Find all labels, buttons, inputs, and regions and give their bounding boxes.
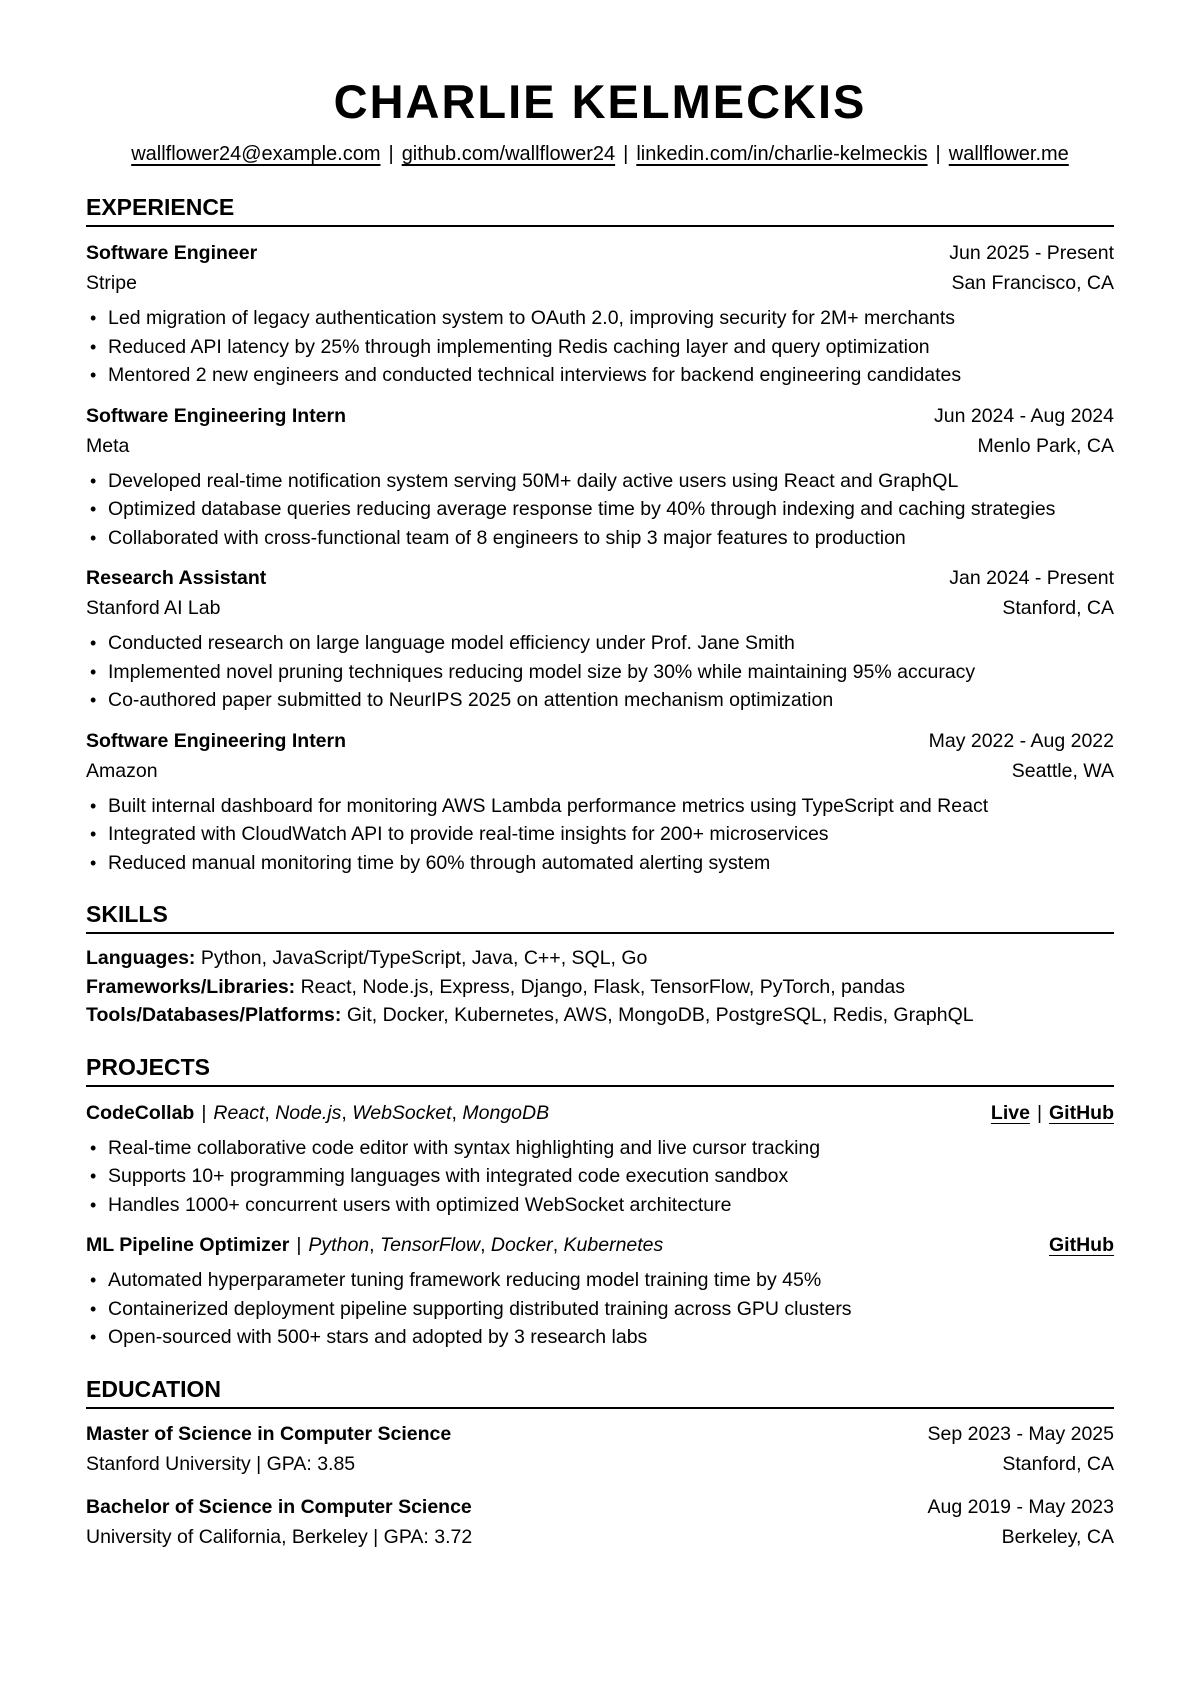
bullet-list <box>86 792 1114 878</box>
contact-separator: | <box>388 143 394 165</box>
project-entry <box>86 1098 1114 1220</box>
bullet-list <box>86 1134 1114 1220</box>
bullet-dot-icon: • <box>90 852 97 873</box>
experience-entry <box>86 238 1114 390</box>
bullet-text: Developed real-time notification system serving 50M+ daily active users using React and GraphQL <box>108 469 959 492</box>
skill-line <box>86 1001 1114 1030</box>
bullet-dot-icon: • <box>90 336 97 357</box>
project-title-line: ML Pipeline Optimizer | Python, TensorFlow, Docker, Kubernetes <box>86 1234 664 1256</box>
company-name: Amazon <box>86 759 158 782</box>
project-tech: React <box>213 1101 265 1124</box>
bullet-dot-icon: • <box>90 824 97 844</box>
project-header <box>86 1098 1114 1128</box>
job-dates: Jun 2025 - Present <box>949 242 1114 264</box>
school-location: Berkeley, CA <box>1001 1525 1114 1548</box>
experience-header <box>86 726 1114 756</box>
bullet-text: Real-time collaborative code editor with syntax highlighting and live cursor tracking <box>108 1136 821 1159</box>
bullet-dot-icon: • <box>90 690 97 710</box>
experience-header <box>86 563 1114 593</box>
bullet-item <box>86 1134 1114 1163</box>
bullet-item <box>86 304 1114 333</box>
education-list <box>86 1419 1114 1552</box>
bullet-item <box>86 1323 1114 1352</box>
projects-list <box>86 1098 1114 1352</box>
bullet-item <box>86 333 1114 362</box>
bullet-item <box>86 686 1114 715</box>
contact-separator: | <box>935 143 941 165</box>
bullet-dot-icon: • <box>90 1137 97 1158</box>
project-tech: MongoDB <box>462 1101 550 1124</box>
bullet-item <box>86 658 1114 687</box>
candidate-name: CHARLIE KELMECKIS <box>333 75 867 128</box>
project-tech: WebSocket <box>352 1101 452 1124</box>
bullet-text: Led migration of legacy authentication system to OAuth 2.0, improving security for 2M+ merchants <box>108 307 956 329</box>
bullet-item <box>86 1191 1114 1220</box>
job-title: Software Engineer <box>86 242 258 264</box>
skill-label: Frameworks/Libraries: <box>86 975 296 998</box>
experience-entry <box>86 563 1114 715</box>
bullet-item <box>86 467 1114 496</box>
experience-list <box>86 238 1114 877</box>
bullet-item <box>86 792 1114 821</box>
skill-label: Languages: <box>86 947 196 969</box>
skill-label: Tools/Databases/Platforms: <box>86 1004 342 1026</box>
link-separator: | <box>1036 1101 1043 1124</box>
job-location: San Francisco, CA <box>951 272 1114 294</box>
education-subheader <box>86 1449 1114 1479</box>
bullet-text: Automated hyperparameter tuning framework reducing model training time by 45% <box>108 1269 822 1291</box>
section-title-experience: EXPERIENCE <box>86 192 1114 227</box>
skill-value: Python, JavaScript/TypeScript, Java, C++, SQL, Go <box>200 947 648 969</box>
bullet-dot-icon: • <box>90 1194 97 1215</box>
degree-name: Bachelor of Science in Computer Science <box>86 1495 472 1518</box>
company-name: Stripe <box>86 272 137 294</box>
bullet-text: Implemented novel pruning techniques reducing model size by 30% while maintaining 95% accuracy <box>108 660 976 683</box>
bullet-dot-icon: • <box>90 1327 97 1347</box>
skills-list <box>86 944 1114 1030</box>
experience-subheader <box>86 268 1114 298</box>
bullet-item <box>86 1266 1114 1295</box>
skill-value: Git, Docker, Kubernetes, AWS, MongoDB, PostgreSQL, Redis, GraphQL <box>346 1004 974 1026</box>
section-title-education: EDUCATION <box>86 1374 1114 1409</box>
bullet-text: Reduced manual monitoring time by 60% through automated alerting system <box>108 851 771 874</box>
experience-entry <box>86 726 1114 878</box>
bullet-item <box>86 1295 1114 1324</box>
bullet-text: Open-sourced with 500+ stars and adopted by 3 research labs <box>108 1326 648 1348</box>
bullet-text: Conducted research on large language model efficiency under Prof. Jane Smith <box>108 632 795 654</box>
education-header <box>86 1492 1114 1522</box>
project-link-github[interactable]: GitHub <box>1049 1101 1114 1124</box>
project-tech: Docker <box>490 1234 553 1256</box>
section-title-projects: PROJECTS <box>86 1052 1114 1087</box>
project-links <box>991 1098 1114 1128</box>
job-title: Software Engineering Intern <box>86 404 347 427</box>
project-links <box>1049 1230 1114 1260</box>
experience-subheader <box>86 431 1114 461</box>
bullet-list <box>86 467 1114 553</box>
job-dates: Jun 2024 - Aug 2024 <box>934 404 1114 427</box>
company-name: Stanford AI Lab <box>86 597 221 619</box>
job-location: Stanford, CA <box>1002 597 1114 619</box>
section-title-skills: SKILLS <box>86 899 1114 934</box>
bullet-dot-icon: • <box>90 499 97 519</box>
job-location: Menlo Park, CA <box>977 434 1114 457</box>
education-dates: Sep 2023 - May 2025 <box>927 1422 1114 1445</box>
project-name: CodeCollab <box>86 1101 195 1124</box>
experience-subheader <box>86 593 1114 623</box>
education-header <box>86 1419 1114 1449</box>
bullet-list <box>86 1266 1114 1352</box>
project-name: ML Pipeline Optimizer <box>86 1234 290 1256</box>
job-title: Research Assistant <box>86 567 267 589</box>
project-link-github[interactable]: GitHub <box>1049 1234 1114 1256</box>
bullet-dot-icon: • <box>90 527 97 548</box>
bullet-dot-icon: • <box>90 365 97 385</box>
project-tech: Node.js <box>275 1101 342 1124</box>
job-location: Seattle, WA <box>1011 759 1114 782</box>
education-subheader <box>86 1522 1114 1552</box>
school-name: Stanford University | GPA: 3.85 <box>86 1452 356 1475</box>
education-entry <box>86 1492 1114 1552</box>
bullet-list <box>86 304 1114 390</box>
website-link[interactable]: wallflower.me <box>948 143 1069 165</box>
bullet-dot-icon: • <box>90 308 97 328</box>
project-entry <box>86 1230 1114 1352</box>
project-tech: Kubernetes <box>563 1234 664 1256</box>
skill-value: React, Node.js, Express, Django, Flask, TensorFlow, PyTorch, pandas <box>300 975 906 998</box>
degree-name: Master of Science in Computer Science <box>86 1422 452 1445</box>
bullet-text: Containerized deployment pipeline supporting distributed training across GPU clusters <box>108 1297 852 1320</box>
bullet-text: Optimized database queries reducing average response time by 40% through indexing and caching strategies <box>108 498 1056 520</box>
contact-line <box>86 142 1114 166</box>
project-header <box>86 1230 1114 1260</box>
bullet-dot-icon: • <box>90 1270 97 1290</box>
bullet-item <box>86 849 1114 878</box>
project-tech: Python <box>308 1234 370 1256</box>
experience-subheader <box>86 756 1114 786</box>
bullet-dot-icon: • <box>90 661 97 682</box>
bullet-text: Co-authored paper submitted to NeurIPS 2025 on attention mechanism optimization <box>108 689 834 711</box>
email-link[interactable]: wallflower24@example.com <box>131 143 381 165</box>
experience-header <box>86 238 1114 268</box>
project-separator: | <box>201 1101 207 1124</box>
company-name: Meta <box>86 434 130 457</box>
bullet-item <box>86 524 1114 553</box>
bullet-item <box>86 1162 1114 1191</box>
bullet-item <box>86 820 1114 849</box>
education-dates: Aug 2019 - May 2023 <box>927 1495 1114 1518</box>
skill-line <box>86 944 1114 973</box>
job-title: Software Engineering Intern <box>86 729 347 752</box>
bullet-item <box>86 495 1114 524</box>
bullet-text: Built internal dashboard for monitoring AWS Lambda performance metrics using TypeScript and React <box>108 794 989 817</box>
job-dates: Jan 2024 - Present <box>949 567 1114 589</box>
project-tech: TensorFlow <box>379 1234 481 1256</box>
bullet-dot-icon: • <box>90 1298 97 1319</box>
bullet-text: Collaborated with cross-functional team of 8 engineers to ship 3 major features to production <box>108 526 906 549</box>
bullet-text: Reduced API latency by 25% through implementing Redis caching layer and query optimization <box>108 335 930 358</box>
resume-page <box>86 0 1114 1552</box>
project-title-line: CodeCollab | React, Node.js, WebSocket, MongoDB <box>86 1101 550 1124</box>
bullet-dot-icon: • <box>90 795 97 816</box>
project-separator: | <box>296 1234 302 1256</box>
bullet-dot-icon: • <box>90 470 97 491</box>
bullet-dot-icon: • <box>90 1166 97 1186</box>
skill-line <box>86 973 1114 1002</box>
contact-separator: | <box>623 143 629 165</box>
bullet-text: Integrated with CloudWatch API to provide real-time insights for 200+ microservices <box>108 823 829 845</box>
job-dates: May 2022 - Aug 2022 <box>928 729 1114 752</box>
school-name: University of California, Berkeley | GPA: 3.72 <box>86 1525 473 1548</box>
bullet-dot-icon: • <box>90 633 97 653</box>
project-link-live[interactable]: Live <box>990 1101 1030 1124</box>
bullet-text: Supports 10+ programming languages with integrated code execution sandbox <box>108 1165 789 1187</box>
bullet-list <box>86 629 1114 715</box>
bullet-item <box>86 629 1114 658</box>
github-link[interactable]: github.com/wallflower24 <box>401 143 616 165</box>
linkedin-link[interactable]: linkedin.com/in/charlie-kelmeckis <box>636 143 928 165</box>
experience-entry <box>86 401 1114 553</box>
bullet-text: Mentored 2 new engineers and conducted technical interviews for backend engineering candidates <box>108 364 962 386</box>
bullet-text: Handles 1000+ concurrent users with optimized WebSocket architecture <box>108 1193 732 1216</box>
school-location: Stanford, CA <box>1002 1452 1114 1475</box>
bullet-item <box>86 361 1114 390</box>
experience-header <box>86 401 1114 431</box>
education-entry <box>86 1419 1114 1479</box>
